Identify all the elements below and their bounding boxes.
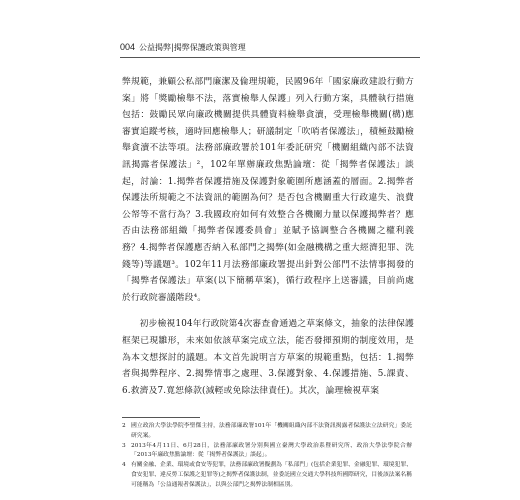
footnote-number: 2 — [122, 423, 126, 429]
running-header — [120, 42, 430, 56]
footnote-text: 國立政治大學法學院李聖傑主持，法務部廉政署101年「機關組織內部不法資訊揭露者保護法立法研究」委託研究案。 — [131, 423, 412, 439]
footnote-text: 有關金融、企業、環境或食安等犯罪，法務部廉政署擬劃為「私部門」(包括企業犯罪、金融犯罪、環境犯罪、食安犯罪、違反勞工保護之犯罪等)之揭弊者保護法制，並委託國立交通大學科技所國際研究，目後該法案名稱可能稱為「公益通報者保護法」，以與公部門之揭弊法制相區別。 — [131, 462, 412, 488]
footnote-2 — [122, 422, 412, 442]
footnote-3 — [122, 442, 412, 462]
footnote-divider — [122, 417, 200, 418]
page-number: 004 — [120, 42, 136, 52]
footnotes — [122, 422, 412, 491]
header-divider — [120, 57, 420, 58]
book-title: 公益揭弊|揭弊保護政策與管理 — [139, 43, 246, 52]
footnote-number: 3 — [122, 442, 126, 449]
body-text — [122, 74, 414, 399]
footnote-4 — [122, 461, 412, 490]
footnote-number: 4 — [122, 462, 126, 469]
paragraph-2: 初步檢視104年行政院第4次審查會通過之草案條文，抽象的法律保護框架已現雛形，未來如依該草案完成立法，能否發揮預期的制度效用，是為本文想探討的議題。本文首先說明言方草案的規範重點，包括：1.揭弊者與揭弊程序、2.揭弊情事之處理、3.保護對象、4.保護措施、5.課責、6.救濟及7.寬恕條款(減輕或免除法律責任)。其次，論理檢視草案 — [122, 319, 414, 396]
footnote-text: 2013年4月11日、6月28日，法務部廉政署分別與國立臺灣大學政治系暨研究所、政治大學法學院合辦「2013年廉政焦點論壇：從「揭弊者保護法」談起」。 — [131, 442, 412, 459]
paragraph-1: 弊規範，兼顧公私部門廉潔及倫理規範，民國96年「國家廉政建設行動方案」將「獎勵檢舉不法，落實檢舉人保護」列入行動方案，具體執行措施包括：鼓勵民眾向廉政機關提供具體資料檢舉貪瀆，受理檢舉機關(構)應審實追蹤考核，適時回應檢舉人；研議制定「吹哨者保護法」，積極鼓勵檢舉貪瀆不法等項。法務部廉政署於101年委託研究「機關組織內部不法資訊揭露者保護法」²，102年單辦廉政焦點論壇：從「揭弊者保護法」談起，討論：1.揭弊者保護措施及保護對象範圍所應涵蓋的層面。2.揭弊者保護法所規範之不法資訊的範圍為何？是否包含機關重大行政違失、浪費公帑等不當行為？3.我國政府如何有效整合各機關力量以保護揭弊者？應否由法務部組織「揭弊者保護委員會」並賦予協調整合各機關之權利義務？4.揭弊者保護應否納入私部門之揭弊(如金融機構之重大經濟犯罪、洗錢等)等議題³。102年11月法務部廉政署提出針對公部門不法情事揭發的「揭弊者保護法」草案(以下簡稱草案)，循行政程序上送審議，目前尚處於行政院審議階段⁴。 — [122, 77, 414, 303]
